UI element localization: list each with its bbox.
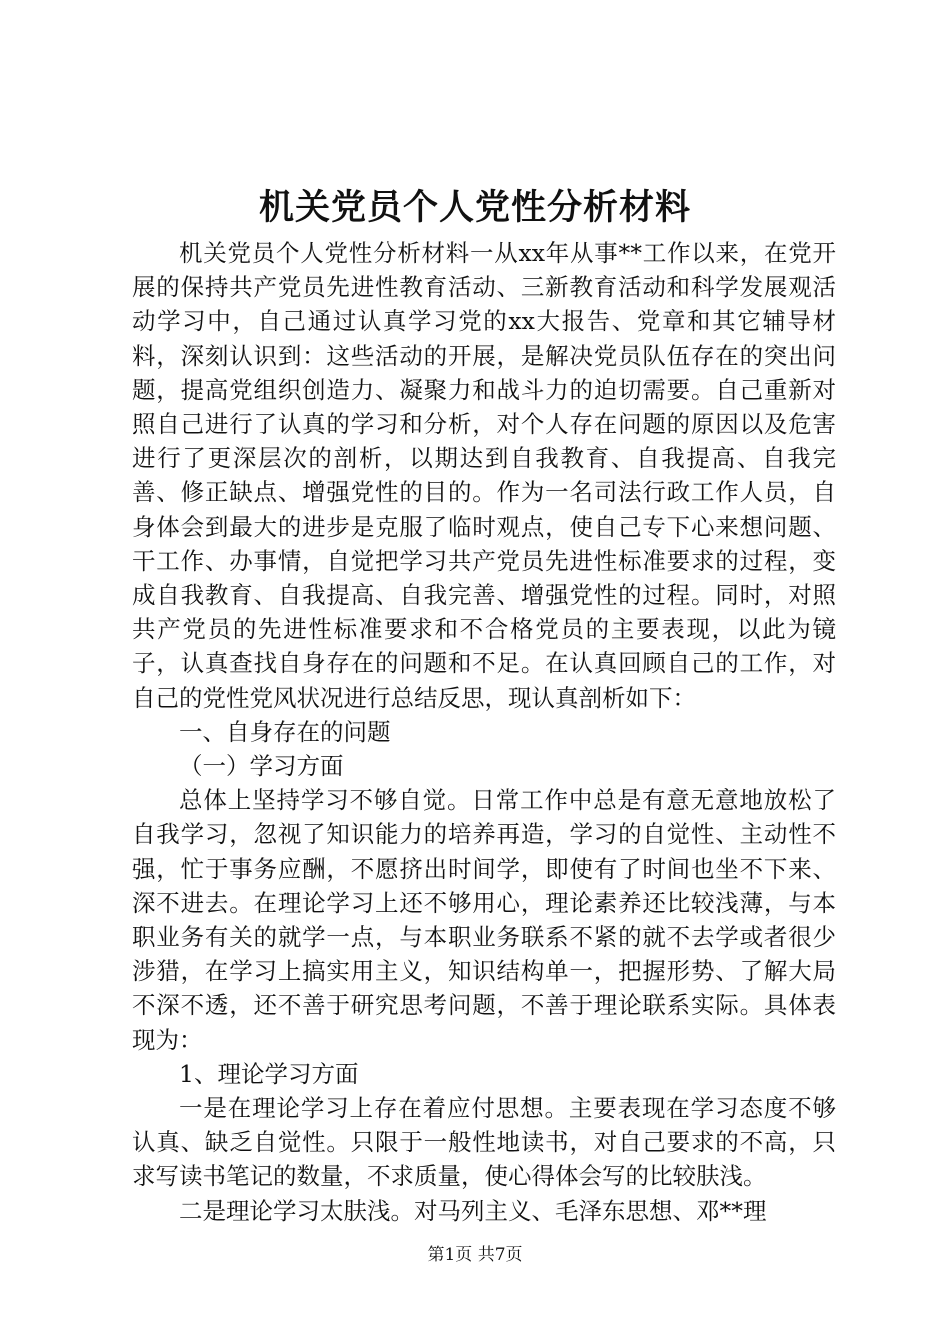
point-two-paragraph: 二是理论学习太肤浅。对马列主义、毛泽东思想、邓**理	[179, 1196, 767, 1225]
point-one-paragraph: 一是在理论学习上存在着应付思想。主要表现在学习态度不够认真、缺乏自觉性。只限于一般性地读书，对自己要求的不高，只求写读书笔记的数量，不求质量，使心得体会写的比较肤浅。	[132, 1094, 836, 1191]
intro-paragraph: 机关党员个人党性分析材料一从xx年从事**工作以来，在党开展的保持共产党员先进性教育活动、三新教育活动和科学发展观活动学习中，自己通过认真学习党的xx大报告、党章和其它辅导材料，深刻认识到：这些活动的开展，是解决党员队伍存在的突出问题，提高党组织创造力、凝聚力和战斗力的迫切需要。自己重新对照自己进行了认真的学习和分析，对个人存在问题的原因以及危害进行了更深层次的剖析，以期达到自我教育、自我提高、自我完善、修正缺点、增强党性的目的。作为一名司法行政工作人员，自身体会到最大的进步是克服了临时观点，使自己专下心来想问题、干工作、办事情，自觉把学习共产党员先进性标准要求的过程，变成自我教育、自我提高、自我完善、增强党性的过程。同时，对照共产党员的先进性标准要求和不合格党员的主要表现，以此为镜子，认真查找自身存在的问题和不足。在认真回顾自己的工作，对自己的党性党风状况进行总结反思，现认真剖析如下：	[132, 239, 836, 712]
page-number-footer: 第1页 共7页	[427, 1245, 523, 1265]
item-heading-theory-study: 1、理论学习方面	[179, 1059, 359, 1088]
document-body	[132, 236, 836, 1228]
section-heading-problems: 一、自身存在的问题	[179, 717, 391, 746]
subsection-heading-study: （一）学习方面	[179, 752, 344, 781]
document-title: 机关党员个人党性分析材料	[258, 187, 691, 228]
study-summary-paragraph: 总体上坚持学习不够自觉。日常工作中总是有意无意地放松了自我学习，忽视了知识能力的培养再造，学习的自觉性、主动性不强，忙于事务应酬，不愿挤出时间学，即使有了时间也坐不下来、深不进去。在理论学习上还不够用心，理论素养还比较浅薄，与本职业务有关的就学一点，与本职业务联系不紧的就不去学或者很少涉猎，在学习上搞实用主义，知识结构单一，把握形势、了解大局不深不透，还不善于研究思考问题，不善于理论联系实际。具体表现为：	[132, 786, 836, 1054]
